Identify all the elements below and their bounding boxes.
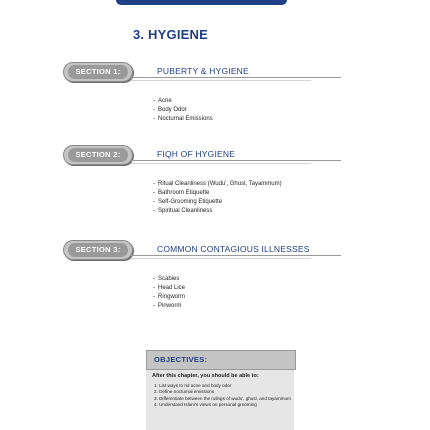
topic-item: - Head Lice: [153, 285, 186, 291]
topic-item: - Acne: [153, 98, 172, 104]
section-badge-label: SECTION 1:: [68, 65, 128, 79]
topic-item: - Ringworm: [153, 294, 186, 300]
objectives-header: [146, 350, 296, 370]
section-header: [0, 145, 430, 167]
section-title: COMMON CONTAGIOUS ILLNESSES: [157, 244, 310, 254]
objectives-list: [154, 383, 291, 409]
topic-item: - Ritual Cleanliness (Wudu', Ghusl, Tayammum): [153, 181, 282, 187]
section-title: PUBERTY & HYGIENE: [157, 66, 249, 76]
topic-item: - Body Odor: [153, 107, 187, 113]
objective-item: 3. Differentiate between the rulings of wudu', ghusl, and tayammum: [154, 395, 291, 401]
section-topic-list: [153, 180, 282, 216]
section-badge-label: SECTION 3:: [68, 243, 128, 257]
section-divider-tail: [131, 80, 311, 81]
section-badge: [63, 240, 133, 260]
section-divider-tail: [131, 258, 311, 259]
section-topic-list: [153, 97, 213, 124]
objectives-intro: After this chapter, you should be able to:: [152, 373, 259, 379]
topic-item: - Pinworm: [153, 303, 182, 309]
section-divider: [131, 255, 341, 256]
topic-item: - Nocturnal Emissions: [153, 116, 213, 122]
topic-item: - Bathroom Etiquette: [153, 190, 210, 196]
top-banner-bar: [116, 0, 287, 5]
topic-item: - Self-Grooming Etiquette: [153, 199, 223, 205]
section-badge: [63, 62, 133, 82]
chapter-title: 3. HYGIENE: [133, 27, 208, 42]
objective-item: 2. Define nocturnal emissions: [154, 389, 215, 395]
section-divider: [131, 77, 341, 78]
section-title: FIQH OF HYGIENE: [157, 149, 236, 159]
objective-item: 1. List ways to rid acne and body odor: [154, 383, 232, 388]
section-divider: [131, 160, 341, 161]
objectives-label: OBJECTIVES:: [154, 355, 208, 364]
section-badge-label: SECTION 2:: [68, 148, 128, 162]
section-header: [0, 62, 430, 84]
objective-item: 4. Understand Islam's views on personal grooming: [154, 402, 257, 408]
section-badge: [63, 145, 133, 165]
topic-item: - Spiritual Cleanliness: [153, 208, 213, 214]
section-topic-list: [153, 275, 185, 311]
section-header: [0, 240, 430, 262]
topic-item: - Scabies: [153, 276, 180, 282]
section-divider-tail: [131, 163, 311, 164]
objectives-panel: [146, 370, 294, 430]
